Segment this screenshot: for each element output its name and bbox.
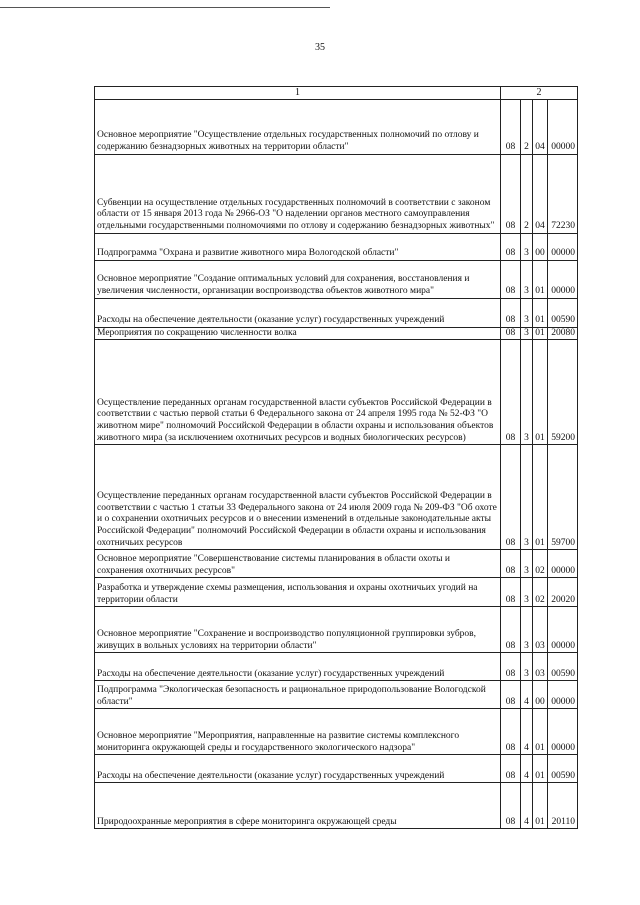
header-col-2: 2 (501, 87, 578, 100)
row-description: Основное мероприятие "Создание оптимальных условий для сохранения, восстановления и увеличения численности, организации воспроизводства объектов животного мира" (95, 260, 501, 298)
row-description: Подпрограмма "Охрана и развитие животного мира Вологодской области" (95, 233, 501, 260)
row-code-direction: 00000 (548, 709, 578, 755)
row-code-program: 3 (521, 578, 533, 607)
row-code-section: 08 (501, 783, 521, 829)
row-code-event: 01 (533, 709, 548, 755)
table-header-row (95, 87, 578, 100)
row-code-direction: 00000 (548, 99, 578, 154)
table-row (95, 550, 578, 578)
row-code-event: 00 (533, 681, 548, 709)
row-code-program: 3 (521, 298, 533, 327)
row-code-direction: 72230 (548, 154, 578, 233)
row-description: Расходы на обеспечение деятельности (оказание услуг) государственных учреждений (95, 755, 501, 783)
row-code-program: 3 (521, 260, 533, 298)
row-code-direction: 00000 (548, 233, 578, 260)
row-code-event: 02 (533, 578, 548, 607)
row-code-program: 3 (521, 550, 533, 578)
row-code-program: 3 (521, 445, 533, 550)
row-code-section: 08 (501, 578, 521, 607)
row-code-section: 08 (501, 99, 521, 154)
row-description: Осуществление переданных органам государственной власти субъектов Российской Федерации в соответствии с частью 1 статьи 33 Федерального закона от 24 июля 2009 года № 209-ФЗ "Об охоте и о сохранении охотничьих ресурсов и о внесении изменений в отдельные законодательные акты Российской Федерации" полномочий Российской Федерации в области охраны и использования охотничьих ресурсов (95, 445, 501, 550)
row-code-direction: 00590 (548, 755, 578, 783)
row-code-section: 08 (501, 340, 521, 445)
row-code-program: 4 (521, 681, 533, 709)
row-code-event: 03 (533, 653, 548, 681)
row-code-program: 2 (521, 154, 533, 233)
row-code-event: 04 (533, 99, 548, 154)
row-code-program: 3 (521, 340, 533, 445)
row-code-event: 01 (533, 783, 548, 829)
row-code-direction: 59200 (548, 340, 578, 445)
row-code-program: 4 (521, 709, 533, 755)
row-description: Основное мероприятие "Сохранение и воспроизводство популяционной группировки зубров, живущих в вольных условиях на территории области" (95, 607, 501, 653)
table-row (95, 154, 578, 233)
row-code-section: 08 (501, 445, 521, 550)
table-row (95, 327, 578, 340)
row-code-event: 01 (533, 260, 548, 298)
row-code-event: 01 (533, 755, 548, 783)
row-code-section: 08 (501, 607, 521, 653)
table-row (95, 783, 578, 829)
table-row (95, 340, 578, 445)
row-code-direction: 00000 (548, 550, 578, 578)
table-row (95, 755, 578, 783)
row-code-section: 08 (501, 550, 521, 578)
page-number: 35 (315, 42, 325, 53)
table-row (95, 233, 578, 260)
table-row (95, 260, 578, 298)
table-row (95, 709, 578, 755)
row-code-section: 08 (501, 233, 521, 260)
row-description: Основное мероприятие "Мероприятия, направленные на развитие системы комплексного мониторинга окружающей среды и государственного экологического надзора" (95, 709, 501, 755)
row-code-direction: 59700 (548, 445, 578, 550)
row-code-section: 08 (501, 755, 521, 783)
top-rule (0, 7, 330, 8)
row-code-section: 08 (501, 327, 521, 340)
row-code-section: 08 (501, 298, 521, 327)
row-code-direction: 20080 (548, 327, 578, 340)
table-row (95, 578, 578, 607)
row-code-event: 01 (533, 298, 548, 327)
row-description: Разработка и утверждение схемы размещения, использования и охраны охотничьих угодий на территории области (95, 578, 501, 607)
row-code-direction: 00000 (548, 260, 578, 298)
row-code-direction: 00000 (548, 607, 578, 653)
table-body (95, 99, 578, 829)
row-description: Расходы на обеспечение деятельности (оказание услуг) государственных учреждений (95, 298, 501, 327)
row-description: Основное мероприятие "Совершенствование системы планирования в области охоты и сохранения охотничьих ресурсов" (95, 550, 501, 578)
row-code-direction: 00590 (548, 653, 578, 681)
row-code-program: 3 (521, 653, 533, 681)
row-code-event: 04 (533, 154, 548, 233)
row-code-program: 2 (521, 99, 533, 154)
row-code-section: 08 (501, 260, 521, 298)
row-description: Основное мероприятие "Осуществление отдельных государственных полномочий по отлову и содержанию безнадзорных животных на территории области" (95, 99, 501, 154)
row-code-direction: 00590 (548, 298, 578, 327)
row-code-direction: 20110 (548, 783, 578, 829)
row-description: Расходы на обеспечение деятельности (оказание услуг) государственных учреждений (95, 653, 501, 681)
row-description: Подпрограмма "Экологическая безопасность и рациональное природопользование Вологодской области" (95, 681, 501, 709)
table-row (95, 653, 578, 681)
row-description: Осуществление переданных органам государственной власти субъектов Российской Федерации в соответствии с частью первой статьи 6 Федерального закона от 24 апреля 1995 года № 52-ФЗ "О животном мире" полномочий Российской Федерации в области охраны и использования объектов животного мира (за исключением охотничьих ресурсов и водных биологических ресурсов) (95, 340, 501, 445)
table-row (95, 445, 578, 550)
row-code-event: 01 (533, 327, 548, 340)
table-row (95, 99, 578, 154)
row-code-event: 03 (533, 607, 548, 653)
table-row (95, 607, 578, 653)
row-code-event: 00 (533, 233, 548, 260)
row-code-event: 01 (533, 445, 548, 550)
header-col-1: 1 (95, 87, 501, 100)
budget-table (94, 86, 578, 829)
row-code-program: 3 (521, 327, 533, 340)
row-code-event: 02 (533, 550, 548, 578)
row-code-section: 08 (501, 681, 521, 709)
row-code-program: 3 (521, 607, 533, 653)
row-description: Субвенции на осуществление отдельных государственных полномочий в соответствии с законом области от 15 января 2013 года № 2966-ОЗ "О наделении органов местного самоуправления отдельными государственными полномочиями по отлову и содержанию безнадзорных животных" (95, 154, 501, 233)
row-code-section: 08 (501, 653, 521, 681)
row-code-program: 4 (521, 755, 533, 783)
row-code-program: 4 (521, 783, 533, 829)
row-code-section: 08 (501, 154, 521, 233)
row-description: Природоохранные мероприятия в сфере мониторинга окружающей среды (95, 783, 501, 829)
row-code-section: 08 (501, 709, 521, 755)
table-row (95, 298, 578, 327)
row-code-program: 3 (521, 233, 533, 260)
row-code-direction: 00000 (548, 681, 578, 709)
row-code-event: 01 (533, 340, 548, 445)
row-code-direction: 20020 (548, 578, 578, 607)
row-description: Мероприятия по сокращению численности волка (95, 327, 501, 340)
table-row (95, 681, 578, 709)
